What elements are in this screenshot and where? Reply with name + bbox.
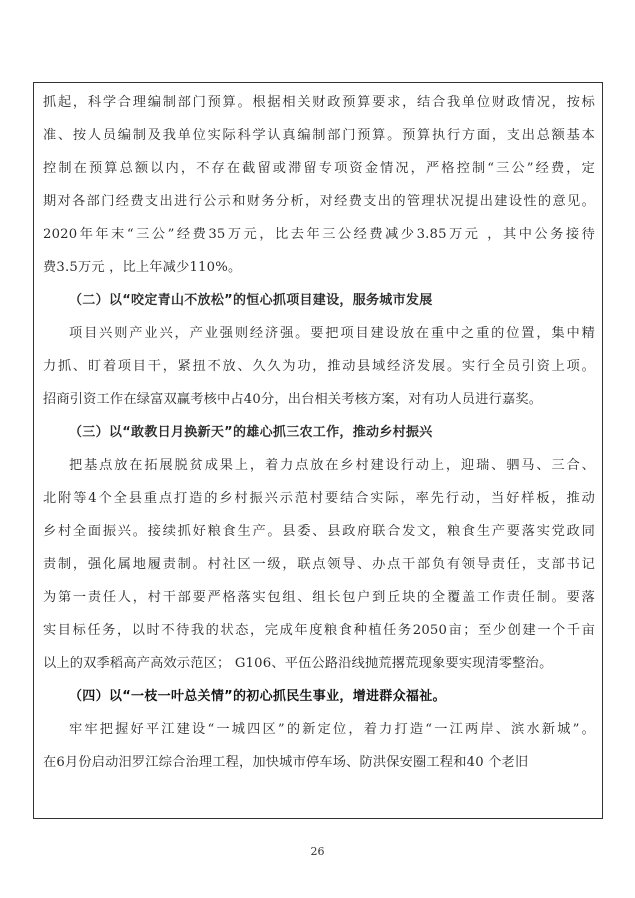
section-heading-4: （四）以“一枝一叶总关情”的初心抓民生事业，增进群众福祉。 [69,689,446,704]
text-line: 项目兴则产业兴，产业强则经济强。要把项目建设放在重中之重的位置，集中精 [69,326,595,341]
text-line: 牢牢把握好平江建设“一城四区”的新定位，着力打造“一江两岸、滨水新城”。 [69,722,595,737]
text-line: 费3.5万元 ，比上年减少110%。 [43,260,242,275]
text-line: 把基点放在拓展脱贫成果上，着力点放在乡村建设行动上，迎瑞、驷马、三合、 [69,458,595,473]
text-line: 期对各部门经费支出进行公示和财务分析，对经费支出的管理状况提出建设性的意见。 [43,194,595,209]
page-content [43,86,595,779]
text-line: 招商引资工作在绿富双赢考核中占40分，出台相关考核方案，对有功人员进行嘉奖。 [43,392,543,407]
text-line: 准、按人员编制及我单位实际科学认真编制部门预算。预算执行方面，支出总额基本 [43,128,595,143]
text-line: 2020年年末“三公”经费35万元，比去年三公经费减少3.85万元 ，其中公务接待 [43,227,595,242]
text-line: 控制在预算总额以内，不存在截留或滞留专项资金情况，严格控制“三公”经费，定 [43,161,595,176]
section-heading-3: （三）以“敢教日月换新天”的雄心抓三农工作，推动乡村振兴 [69,425,433,440]
page-number: 26 [310,845,325,858]
text-line: 北附等4个全县重点打造的乡村振兴示范村要结合实际，率先行动，当好样板，推动 [43,491,595,506]
text-line: 在6月份启动汨罗江综合治理工程，加快城市停车场、防洪保安圈工程和40 个老旧 [43,755,529,770]
text-line: 抓起，科学合理编制部门预算。根据相关财政预算要求，结合我单位财政情况，按标 [43,95,595,110]
text-line: 以上的双季稻高产高效示范区； G106、平伍公路沿线抛荒撂荒现象要实现清零整治。 [43,656,553,671]
text-line: 为第一责任人，村干部要严格落实包组、组长包户到丘块的全覆盖工作责任制。要落 [43,590,595,605]
section-heading-2: （二）以“咬定青山不放松”的恒心抓项目建设，服务城市发展 [69,293,433,308]
text-line: 责制，强化属地履责制。村社区一级，联点领导、办点干部负有领导责任，支部书记 [43,557,595,572]
text-line: 乡村全面振兴。接续抓好粮食生产。县委、县政府联合发文，粮食生产要落实党政同 [43,524,595,539]
text-line: 力抓、盯着项目干，紧扭不放、久久为功，推动县域经济发展。实行全员引资上项。 [43,359,595,374]
text-line: 实目标任务，以时不待我的状态，完成年度粮食种植任务2050亩；至少创建一个千亩 [43,623,595,638]
